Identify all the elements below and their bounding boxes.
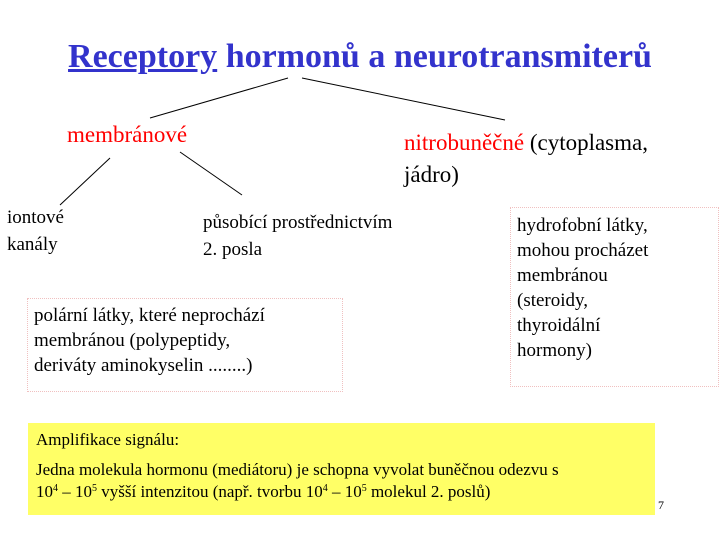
intracellular-line2: jádro) <box>404 162 459 187</box>
box-line: thyroidální <box>517 315 601 336</box>
membrane-receptors-label: membránové <box>67 122 188 147</box>
exp-base: – 10 <box>58 482 92 501</box>
posla-l1: působící prostřednictvím <box>203 212 393 233</box>
box-line: polární látky, které neprochází <box>34 305 265 326</box>
box-line: membránou <box>517 265 608 286</box>
ion-l2: kanály <box>7 234 58 255</box>
exponent: 4 <box>53 483 58 494</box>
page-number: 7 <box>658 498 664 512</box>
exponent: 5 <box>361 483 367 494</box>
connector-line <box>60 158 110 205</box>
exp-base: – 10 <box>327 482 362 501</box>
box-line: hormony) <box>517 340 592 361</box>
box-line: hydrofobní látky, <box>517 215 648 236</box>
amplification-line2 <box>36 481 647 503</box>
ion-channels-label <box>7 204 64 258</box>
exp-base: 10 <box>36 482 53 501</box>
connector-line <box>180 152 242 195</box>
box-line: membránou (polypeptidy, <box>34 330 231 351</box>
intracellular-receptors-label <box>404 127 648 191</box>
box-line: (steroidy, <box>517 290 589 311</box>
hydrophobic-substances-box <box>510 207 719 387</box>
amplification-heading: Amplifikace signálu: <box>36 430 180 449</box>
second-messenger-label <box>203 209 392 263</box>
box-line: deriváty aminokyselin ........) <box>34 355 253 376</box>
intracellular-rest: (cytoplasma, <box>524 130 648 155</box>
exponent: 4 <box>322 483 328 494</box>
amplification-box <box>28 423 655 515</box>
intracellular-red: nitrobuněčné <box>404 130 525 155</box>
line-text: vyšší intenzitou (např. tvorbu 10 <box>97 482 323 501</box>
title-rest: hormonů a neurotransmiterů <box>217 38 652 75</box>
title-link[interactable]: Receptory <box>68 38 218 75</box>
connector-line <box>302 78 505 120</box>
line-text: molekul 2. poslů) <box>366 482 491 501</box>
polar-substances-box <box>27 298 343 392</box>
connector-line <box>150 78 288 118</box>
amplification-line1: Jedna molekula hormonu (mediátoru) je schopna vyvolat buněčnou odezvu s <box>36 460 559 479</box>
box-line: mohou procházet <box>517 240 649 261</box>
ion-l1: iontové <box>7 207 64 228</box>
posla-l2: 2. posla <box>203 239 263 260</box>
exponent: 5 <box>92 483 97 494</box>
